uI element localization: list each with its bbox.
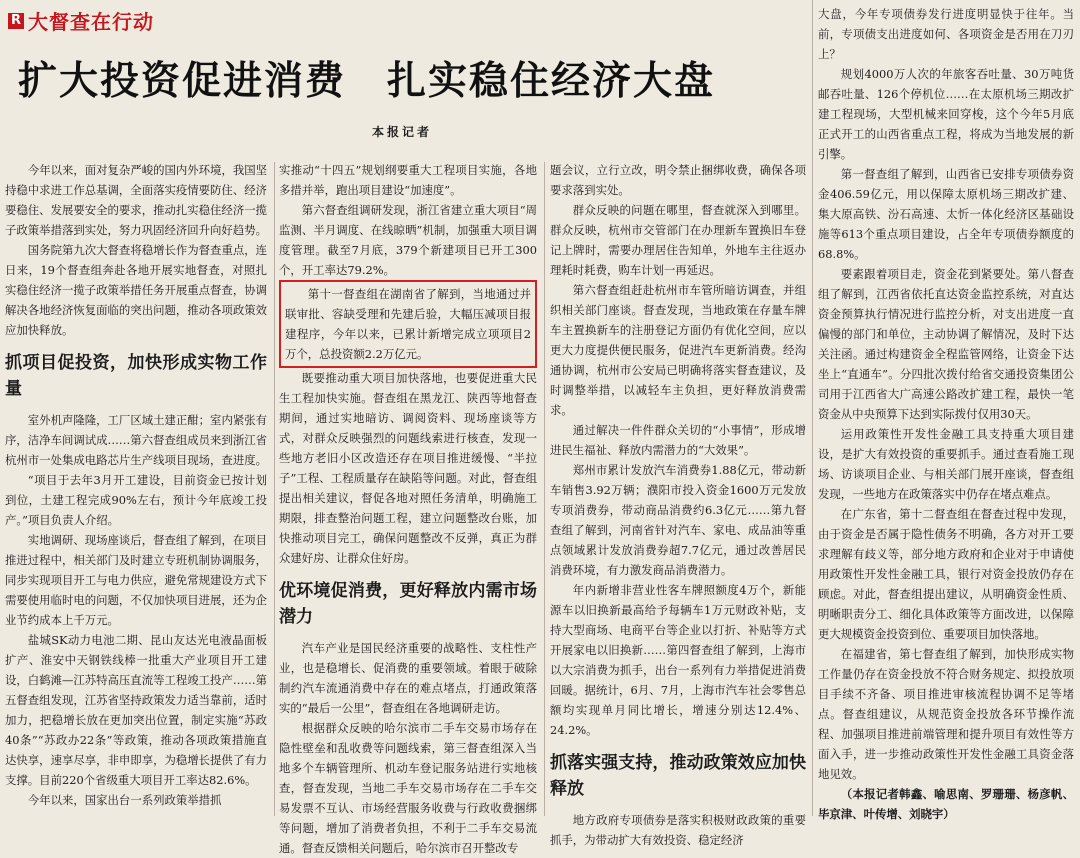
article-paragraph: 第六督查组调研发现，浙江省建立重大项目“周监测、半月调度、在线晾晒”机制，加强重大项目调度管理。截至7月底，379个新建项目已开工300个，开工率达79.2%。: [279, 203, 537, 277]
byline: 本报记者: [372, 125, 433, 139]
article-column-2: [279, 160, 537, 855]
section-heading: 抓项目促投资，加快形成实物工作量: [5, 353, 267, 399]
article-column-3: [550, 160, 806, 847]
article-paragraph: 年内新增非营业性客车牌照额度4万个，新能源车以旧换新最高给予每辆车1万元财政补贴，支持大型商场、电商平台等企业以打折、补贴等方式开展家电以旧换新……第四督查组了解到，上海市以大宗消费为抓手，出台一系列有力举措促进消费回暖。据统计，6月、7月，上海市汽车社会零售总额均实现单月同比增长，增速分别达12.4%、24.2%。: [550, 583, 806, 737]
article-paragraph: 题会议，立行立改，明令禁止捆绑收费，确保各项要求落到实处。: [550, 163, 806, 197]
headline: 扩大投资促进消费 扎实稳住经济大盘: [18, 59, 716, 104]
article-paragraph: 室外机声隆隆，工厂区域土建正酣；室内紧张有序，洁净车间调试成……第六督查组成员来到浙江省杭州市一处集成电路芯片生产线项目现场，查进度。: [5, 413, 268, 467]
article-paragraph: 规划4000万人次的年旅客吞吐量、30万吨货邮吞吐量、126个停机位……在太原机场三期改扩建工程现场，大型机械来回穿梭，这个今年5月底正式开工的山西省重点工程，将成为当地发展的新引擎。: [818, 67, 1074, 161]
article-paragraph: 要素跟着项目走，资金花到紧要处。第八督查组了解到，江西省依托直达资金监控系统，对直达资金预算执行情况进行监控分析，对支出进度一直偏慢的部门和单位，主动协调了解情况，及时下达关注函。通过构建资金全程监管网络，让资金下达坐上“直通车”。分四批次拨付给省交通投资集团公司用于江西省大广高速公路改扩建工程，最快一笔资金从中央预算下达到实际拨付仅用30天。: [818, 267, 1074, 421]
section-heading: 抓落实强支持，推动政策效应加快释放: [550, 753, 806, 799]
article-paragraph: 根据群众反映的哈尔滨市二手车交易市场存在隐性壁垒和乱收费等问题线索，第三督查组深入当地多个车辆管理所、机动车登记服务站进行实地核查，督查发现，当地二手车交易市场存在二手车交易发票不互认、市场经营服务收费与行政收费捆绑等问题，增加了消费者负担，不利于二手车交易流通。督查反馈相关问题后，哈尔滨市召开整改专: [279, 721, 537, 855]
reporter-credits: （本报记者韩鑫、喻思南、罗珊珊、杨彦帆、毕京津、叶传增、刘晓宇）: [818, 787, 1074, 821]
column-divider: [812, 0, 813, 816]
article-paragraph: 在广东省，第十二督查组在督查过程中发现，由于资金是否属于隐性债务不明确，各方对开工要求理解有歧义等，部分地方政府和企业对于申请使用政策性开发性金融工具，银行对资金投放仍存在顾虑。对此，督查组提出建议，从明确资金性质、明晰职责分工、细化具体政策等方面改进，以保障更大规模资金投资到位、重要项目加快落地。: [818, 507, 1074, 641]
article-paragraph: 实推动“十四五”规划纲要重大工程项目实施，各地多措并举，跑出项目建设“加速度”。: [279, 163, 537, 197]
article-paragraph: 在福建省，第七督查组了解到，加快形成实物工作量仍存在资金投放不符合财务规定、拟投放项目手续不齐备、项目推进审核流程协调不足等堵点。督查组建议，从规范资金投放各环节操作流程、加强项目推进前端管理和提升项目有效性等方面入手，进一步推动政策性开发性金融工具资金落地见效。: [818, 647, 1074, 781]
article-paragraph: 第一督查组了解到，山西省已安排专项债券资金406.59亿元，用以保障太原机场三期改扩建、集大原高铁、汾石高速、太忻一体化经济区基础设施等613个重点项目建设，占全年专项债券额度的68.8%。: [818, 167, 1074, 261]
article-paragraph: 群众反映的问题在哪里，督查就深入到哪里。群众反映，杭州市交管部门在办理新车置换旧车登记上牌时，需要办理居住告知单，外地车主往返办理耗时耗费，购车计划一再延迟。: [550, 203, 806, 277]
article-paragraph: 郑州市累计发放汽车消费券1.88亿元，带动新车销售3.92万辆；濮阳市投入资金1600万元发放专项消费券，带动商品消费约6.3亿元……第九督查组了解到，河南省针对汽车、家电、成品油等重点领域累计发放消费券超7.7亿元，通过改善居民消费环境，有力激发商品消费潜力。: [550, 463, 806, 577]
article-paragraph: 国务院第九次大督查将稳增长作为督查重点，连日来，19个督查组奔赴各地开展实地督查，对照扎实稳住经济一揽子政策举措任务开展重点督查，协调解决各地经济恢复面临的突出问题，推动各项政策效应加快释放。: [5, 243, 268, 337]
article-column-4: [818, 4, 1074, 821]
section-heading: 优环境促消费，更好释放内需市场潜力: [279, 581, 537, 627]
article-paragraph: 今年以来，面对复杂严峻的国内外环境，我国坚持稳中求进工作总基调，全面落实疫情要防住、经济要稳住、发展要安全的要求，推动扎实稳住经济一揽子政策举措落到实处，努力巩固经济回升向好趋势。: [5, 163, 268, 237]
article-paragraph: 通过解决一件件群众关切的“小事情”，形成增进民生福祉、释放内需潜力的“大效果”。: [550, 423, 806, 457]
column-divider: [544, 162, 545, 816]
kicker-text: 大督查在行动: [28, 10, 154, 34]
article-column-1: [5, 160, 267, 816]
article-paragraph: 第六督查组赶赴杭州市车管所暗访调查，并组织相关部门座谈。督查发现，当地政策在存量车牌车主置换新车的注册登记方面仍有优化空间，应以更大力度提供便民服务，促进汽车更新消费。经沟通协调，杭州市公安局已明确将落实督查建议，及时调整举措，以减轻车主负担，更好释放消费需求。: [550, 283, 806, 417]
article-paragraph: “项目于去年3月开工建设，目前资金已按计划到位，土建工程完成90%左右，预计今年底竣工投产。”项目负责人介绍。: [5, 473, 267, 527]
people-daily-r-logo: R: [8, 13, 24, 29]
article-paragraph: 运用政策性开发性金融工具支持重大项目建设，是扩大有效投资的重要抓手。通过查看施工现场、访谈项目企业、与相关部门展开座谈，督查组发现，一些地方在政策落实中仍存在堵点难点。: [818, 427, 1074, 501]
article-paragraph: 实地调研、现场座谈后，督查组了解到，在项目推进过程中，相关部门及时建立专班机制协调服务，同步实现项目开工与电力供应，避免常规建设方式下需要使用临时电的问题，不仅加快项目进展，还为企业节约成本上千万元。: [5, 533, 268, 627]
article-paragraph: 地方政府专项债券是落实积极财政政策的重要抓手，为带动扩大有效投资、稳定经济: [550, 813, 806, 847]
article-paragraph: 汽车产业是国民经济重要的战略性、支柱性产业，也是稳增长、促消费的重要领域。着眼于破除制约汽车流通消费中存在的难点堵点，打通政策落实的“最后一公里”，督查组在各地调研走访。: [279, 641, 537, 715]
column-divider: [274, 162, 275, 816]
article-paragraph: 今年以来，国家出台一系列政策举措抓: [27, 793, 222, 807]
article-paragraph: 大盘，今年专项债券发行进度明显快于往年。当前，专项债支出进度如何、各项资金是否用在刀刃上？: [818, 7, 1074, 61]
article-paragraph: 盐城SK动力电池二期、昆山友达光电液晶面板扩产、淮安中天钢铁线棒一批重大产业项目开工建设，白鹤滩—江苏特高压直流等工程竣工投产……第五督查组发现，江苏省坚持政策发力适当靠前，适时加力，把稳增长放在更加突出位置，制定实施“苏政40条”“苏政办22条”等政策，推动各项政策措施直达快享，速享尽享，非申即享，为稳增长提供了有力支撑。目前220个省级重大项目开工率达82.6%。: [5, 633, 267, 787]
highlighted-paragraph: 第十一督查组在湖南省了解到，当地通过并联审批、容缺受理和先建后验，大幅压减项目报建程序，今年以来，已累计新增完成立项项目2万个，总投资额2.2万亿元。: [279, 280, 537, 368]
section-kicker: [8, 6, 154, 35]
article-paragraph: 既要推动重大项目加快落地，也要促进重大民生工程加快实施。督查组在黑龙江、陕西等地督查期间，通过实地暗访、调阅资料、现场座谈等方式，对群众反映强烈的问题线索进行核查，发现一些地方老旧小区改造还存在项目推进缓慢、“半拉子”工程、工程质量存在缺陷等问题。对此，督查组提出相关建议，督促各地对照任务清单，明确施工期限，排查整治问题工程，建立问题整改台账，加快推动项目完工，确保问题整改不反弹，真正为群众建好房、让群众住好房。: [279, 371, 537, 565]
